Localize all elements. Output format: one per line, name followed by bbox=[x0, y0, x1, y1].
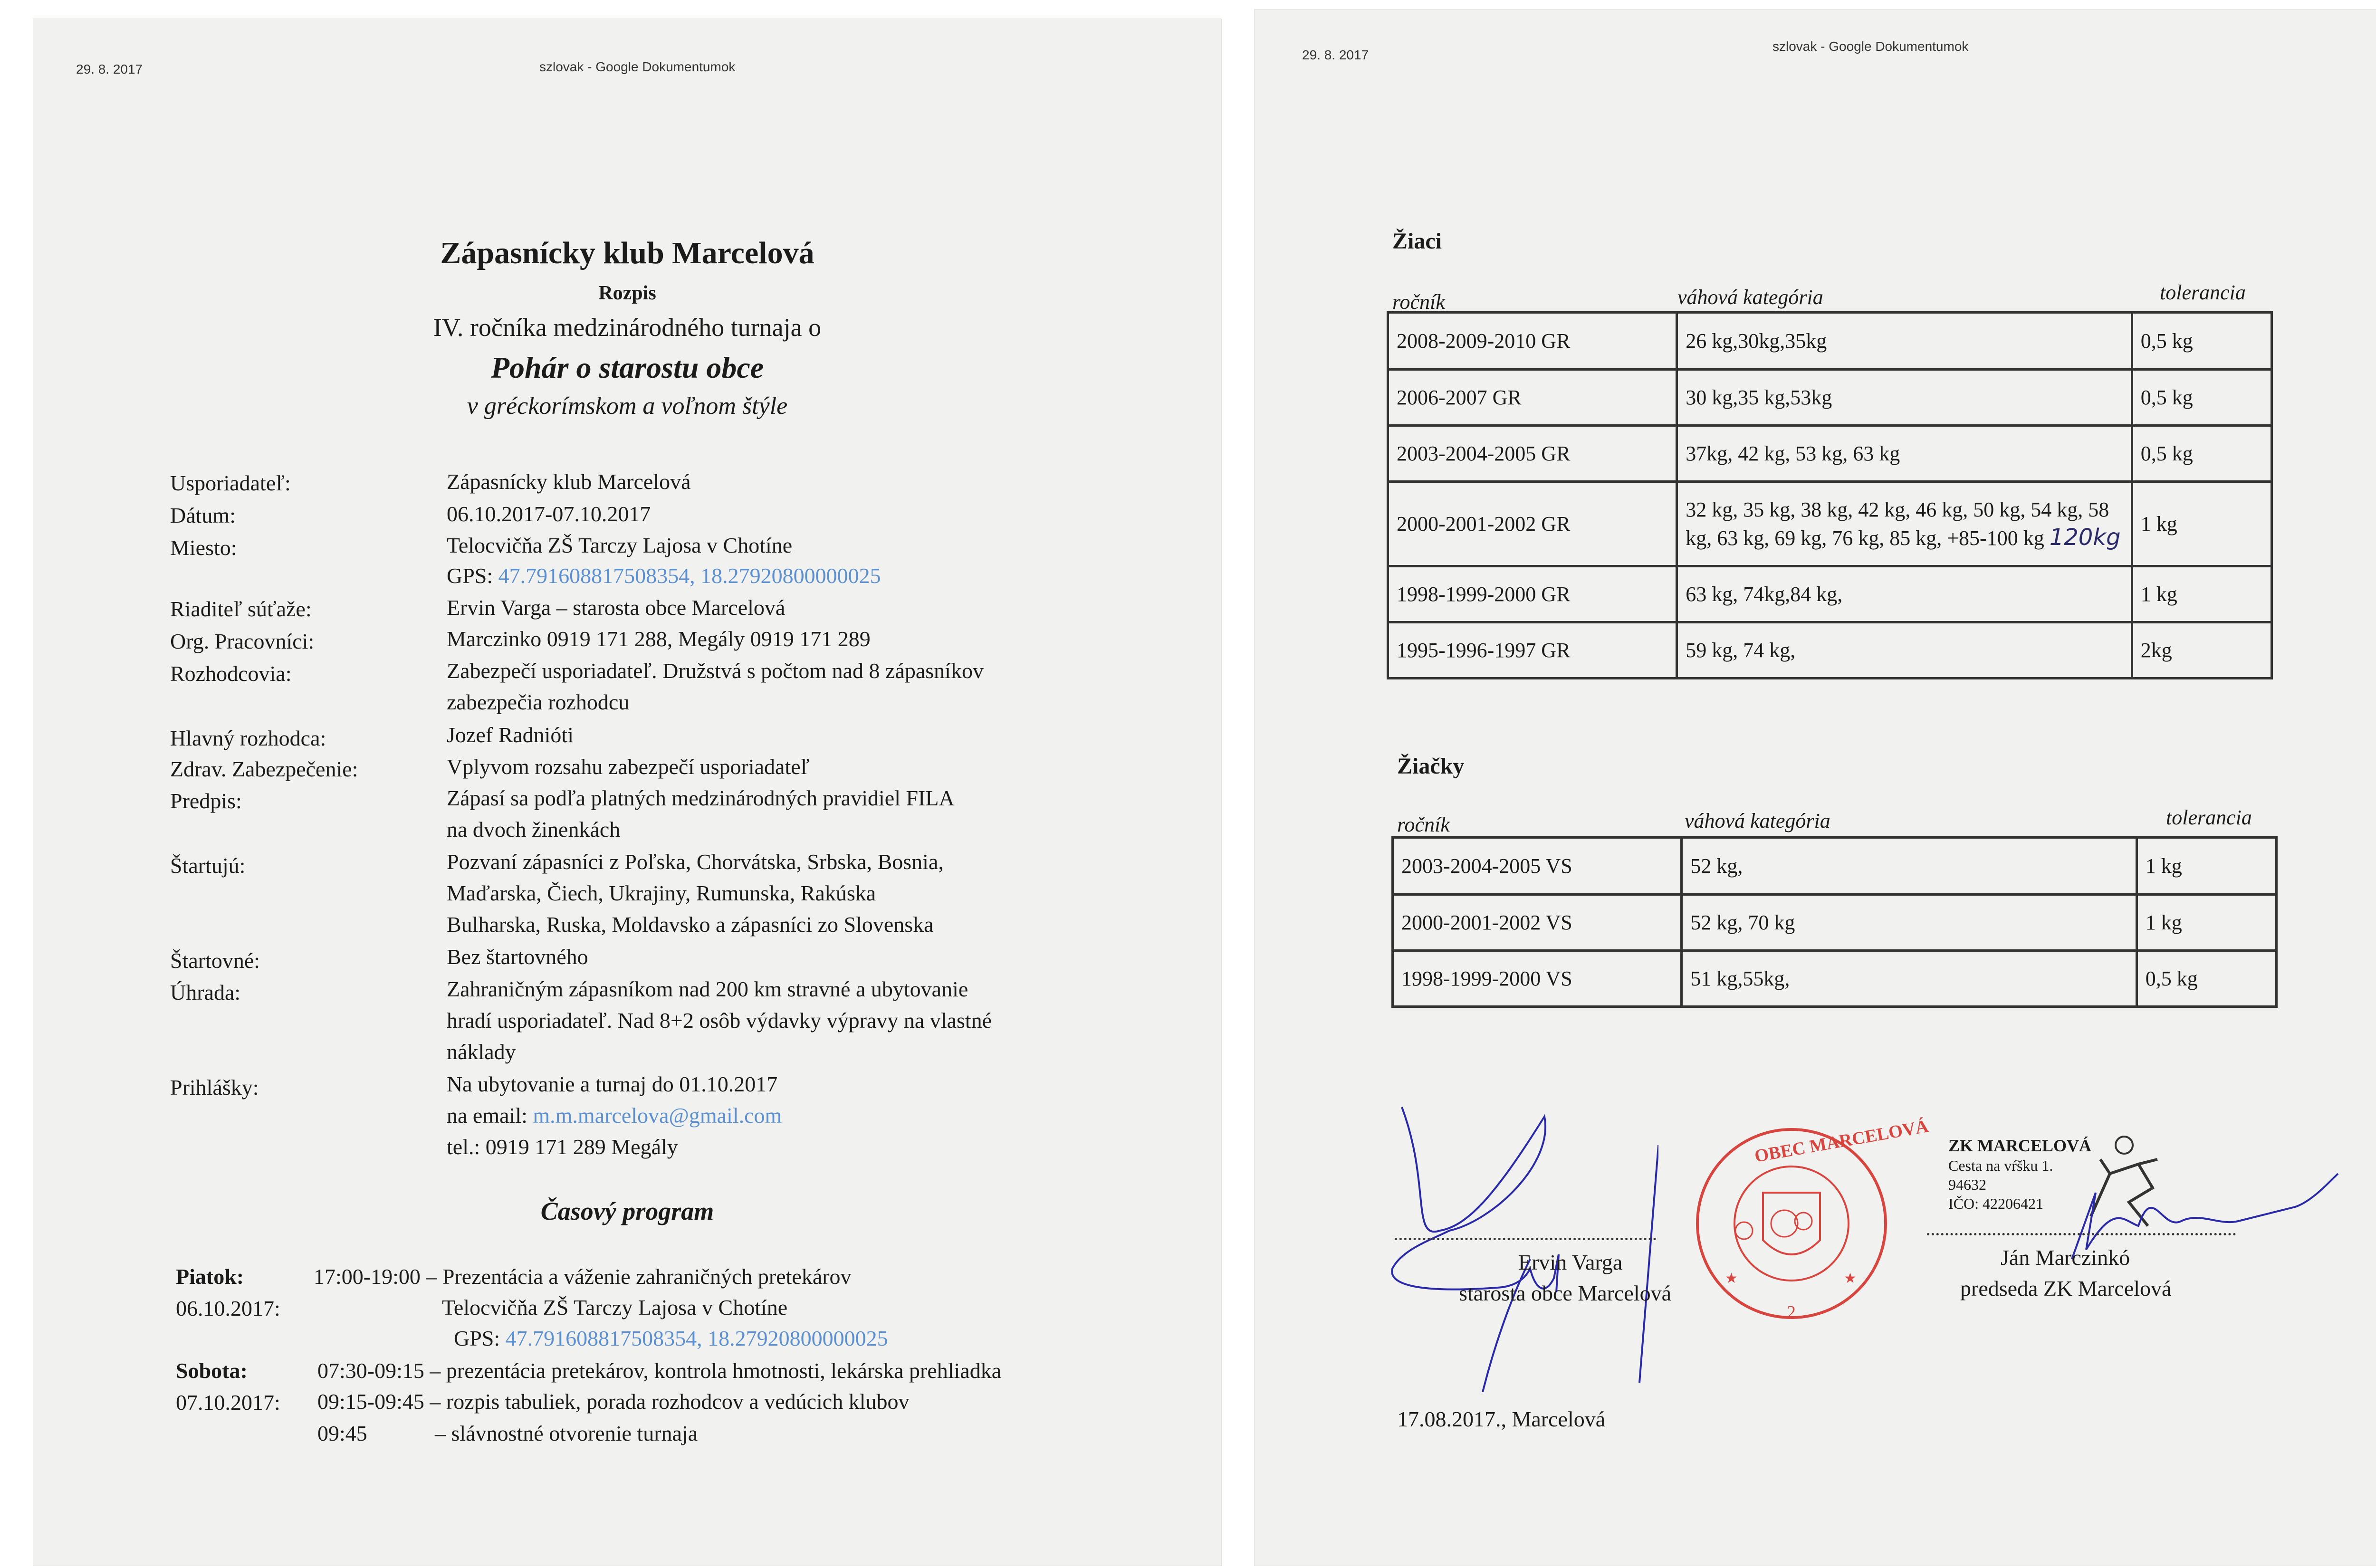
signature-line bbox=[1927, 1233, 2236, 1235]
svg-text:★: ★ bbox=[1844, 1271, 1857, 1286]
cell-rocnik: 1998-1999-2000 GR bbox=[1388, 566, 1677, 622]
table-row bbox=[1393, 838, 2277, 895]
cell-vaha: 63 kg, 74kg,84 kg, bbox=[1677, 566, 2132, 622]
cell-tolerancia: 1 kg bbox=[2132, 566, 2271, 622]
gps-prefix: GPS: bbox=[454, 1326, 506, 1350]
cell-tolerancia: 2kg bbox=[2132, 622, 2271, 679]
cell-rocnik: 2003-2004-2005 VS bbox=[1393, 838, 1682, 895]
info-value: Zápasí sa podľa platných medzinárodných pravidiel FILA bbox=[447, 786, 955, 810]
table-row bbox=[1388, 566, 2272, 622]
cell-rocnik: 1995-1996-1997 GR bbox=[1388, 622, 1677, 679]
cell-vaha: 30 kg,35 kg,53kg bbox=[1677, 370, 2132, 426]
cell-vaha: 51 kg,55kg, bbox=[1682, 951, 2136, 1007]
footer-date-place: 17.08.2017., Marcelová bbox=[1397, 1407, 1606, 1431]
cell-rocnik: 2003-2004-2005 GR bbox=[1388, 426, 1677, 482]
info-value: Zahraničným zápasníkom nad 200 km stravné a ubytovanie bbox=[447, 977, 968, 1001]
header-title: szlovak - Google Dokumentumok bbox=[1772, 39, 1969, 54]
table-row bbox=[1393, 951, 2277, 1007]
cell-rocnik: 2006-2007 GR bbox=[1388, 370, 1677, 426]
cell-vaha: 32 kg, 35 kg, 38 kg, 42 kg, 46 kg, 50 kg, 54 kg, 58 kg, 63 kg, 69 kg, 76 kg, 85 kg, +85-100 kg bbox=[1686, 497, 2109, 550]
info-value: Ervin Varga – starosta obce Marcelová bbox=[447, 595, 786, 620]
table-row bbox=[1388, 370, 2272, 426]
info-value: tel.: 0919 171 289 Megály bbox=[447, 1135, 678, 1159]
program-gps bbox=[454, 1326, 888, 1351]
program-time: 09:45 bbox=[317, 1421, 367, 1445]
info-label: Úhrada: bbox=[170, 980, 241, 1004]
info-label: Riaditeľ súťaže: bbox=[170, 597, 312, 621]
gps-prefix: GPS: bbox=[447, 564, 498, 588]
info-label: Org. Pracovníci: bbox=[170, 629, 315, 653]
cell-tolerancia: 0,5 kg bbox=[2132, 370, 2271, 426]
program-title: Časový program bbox=[540, 1197, 714, 1225]
info-value: zabezpečia rozhodcu bbox=[447, 690, 630, 714]
header-title: szlovak - Google Dokumentumok bbox=[539, 59, 736, 74]
info-value: náklady bbox=[447, 1040, 516, 1064]
table-row bbox=[1393, 895, 2277, 951]
column-header-vaha: váhová kategória bbox=[1677, 286, 1823, 309]
program-day-date: 07.10.2017: bbox=[176, 1390, 280, 1415]
info-value: na dvoch žinenkách bbox=[447, 817, 621, 841]
info-value: Jozef Radnióti bbox=[447, 723, 574, 747]
signer-1-name: Ervin Varga bbox=[1518, 1250, 1623, 1274]
doc-title: Zápasnícky klub Marcelová bbox=[440, 236, 814, 270]
column-header-tolerancia: tolerancia bbox=[2160, 281, 2246, 304]
section-title-ziaci: Žiaci bbox=[1392, 229, 1442, 254]
column-header-rocnik: ročník bbox=[1392, 290, 1445, 314]
document-page-2 bbox=[1255, 10, 2376, 1566]
handwritten-weight: 120kg bbox=[2049, 524, 2121, 551]
program-item: Telocvičňa ZŠ Tarczy Lajosa v Chotíne bbox=[442, 1295, 788, 1319]
info-value: Zápasnícky klub Marcelová bbox=[447, 469, 691, 494]
cell-tolerancia: 0,5 kg bbox=[2136, 951, 2276, 1007]
program-item: 17:00-19:00 – Prezentácia a váženie zahraničných pretekárov bbox=[314, 1264, 852, 1289]
info-value: 06.10.2017-07.10.2017 bbox=[447, 502, 651, 526]
info-value: Na ubytovanie a turnaj do 01.10.2017 bbox=[447, 1072, 778, 1096]
cell-vaha: 52 kg, 70 kg bbox=[1682, 895, 2136, 951]
info-label: Zdrav. Zabezpečenie: bbox=[170, 757, 358, 781]
stamp-number: 2 bbox=[1787, 1302, 1796, 1322]
doc-subtitle: Rozpis bbox=[598, 282, 656, 304]
email-link[interactable]: m.m.marcelova@gmail.com bbox=[533, 1103, 782, 1128]
gps-link[interactable]: 47.791608817508354, 18.27920800000025 bbox=[498, 564, 881, 588]
column-header-rocnik: ročník bbox=[1397, 813, 1450, 836]
club-zip: 94632 bbox=[1948, 1176, 1986, 1193]
signer-1-role: starosta obce Marcelová bbox=[1459, 1281, 1672, 1305]
program-day-label: Sobota: bbox=[176, 1358, 248, 1383]
ziaci-table bbox=[1387, 311, 2273, 679]
cell-vaha: 26 kg,30kg,35kg bbox=[1677, 313, 2132, 370]
info-value: Maďarska, Čiech, Ukrajiny, Rumunska, Rakúska bbox=[447, 881, 876, 905]
cell-rocnik: 2000-2001-2002 GR bbox=[1388, 482, 1677, 566]
signer-2-name: Ján Marczinkó bbox=[2001, 1245, 2130, 1270]
info-label: Štartovné: bbox=[170, 948, 260, 973]
email-prefix: na email: bbox=[447, 1103, 533, 1128]
doc-cup-title: Pohár o starostu obce bbox=[490, 351, 764, 384]
header-date: 29. 8. 2017 bbox=[76, 62, 143, 76]
info-value: Marczinko 0919 171 288, Megály 0919 171 289 bbox=[447, 627, 871, 651]
info-label: Prihlášky: bbox=[170, 1075, 259, 1100]
ziacky-table bbox=[1391, 836, 2278, 1008]
doc-style-line: v gréckorímskom a voľnom štýle bbox=[467, 392, 788, 420]
info-value: Vplyvom rozsahu zabezpečí usporiadateľ bbox=[447, 755, 810, 779]
club-ico: IČO: 42206421 bbox=[1948, 1195, 2043, 1212]
cell-tolerancia: 1 kg bbox=[2136, 838, 2276, 895]
signer-2-role: predseda ZK Marcelová bbox=[1960, 1276, 2172, 1300]
info-label: Predpis: bbox=[170, 789, 242, 813]
cell-vaha: 59 kg, 74 kg, bbox=[1677, 622, 2132, 679]
document-page-1 bbox=[33, 19, 1221, 1566]
column-header-vaha: váhová kategória bbox=[1685, 809, 1830, 832]
info-value: hradí usporiadateľ. Nad 8+2 osôb výdavky výpravy na vlastné bbox=[447, 1008, 992, 1033]
signature-line bbox=[1395, 1238, 1656, 1240]
info-label: Miesto: bbox=[170, 535, 237, 560]
cell-vaha: 37kg, 42 kg, 53 kg, 63 kg bbox=[1677, 426, 2132, 482]
cell-rocnik: 2008-2009-2010 GR bbox=[1388, 313, 1677, 370]
program-item: – slávnostné otvorenie turnaja bbox=[435, 1421, 698, 1445]
cell-vaha: 52 kg, bbox=[1682, 838, 2136, 895]
program-item: 09:15-09:45 – rozpis tabuliek, porada rozhodcov a vedúcich klubov bbox=[317, 1389, 910, 1414]
header-date: 29. 8. 2017 bbox=[1302, 48, 1369, 62]
table-row bbox=[1388, 482, 2272, 566]
table-row bbox=[1388, 622, 2272, 679]
gps-link[interactable]: 47.791608817508354, 18.27920800000025 bbox=[505, 1326, 888, 1350]
info-label: Usporiadateľ: bbox=[170, 471, 291, 495]
info-value: Pozvaní zápasníci z Poľska, Chorvátska, Srbska, Bosnia, bbox=[447, 850, 944, 874]
cell-tolerancia: 0,5 kg bbox=[2132, 313, 2271, 370]
program-item: 07:30-09:15 – prezentácia pretekárov, kontrola hmotnosti, lekárska prehliadka bbox=[317, 1358, 1002, 1383]
stamp-text: OBEC MARCELOVÁ bbox=[1753, 1116, 1930, 1166]
cell-rocnik: 1998-1999-2000 VS bbox=[1393, 951, 1682, 1007]
club-name: ZK MARCELOVÁ bbox=[1948, 1136, 2092, 1155]
signature-varga-icon bbox=[1373, 1088, 1658, 1392]
email-line bbox=[447, 1100, 782, 1132]
cell-tolerancia: 1 kg bbox=[2132, 482, 2271, 566]
program-day-label: Piatok: bbox=[176, 1264, 244, 1289]
info-value: Bulharska, Ruska, Moldavsko a zápasníci zo Slovenska bbox=[447, 912, 934, 937]
cell-vaha-multi bbox=[1677, 482, 2132, 566]
section-title-ziacky: Žiačky bbox=[1397, 754, 1465, 779]
info-label: Hlavný rozhodca: bbox=[170, 726, 326, 750]
column-header-tolerancia: tolerancia bbox=[2166, 806, 2252, 829]
info-value: Bez štartovného bbox=[447, 945, 588, 969]
info-label: Rozhodcovia: bbox=[170, 661, 292, 686]
info-label: Štartujú: bbox=[170, 853, 246, 878]
doc-line-3: IV. ročníka medzinárodného turnaja o bbox=[433, 313, 822, 342]
info-label: Dátum: bbox=[170, 503, 236, 527]
cell-tolerancia: 0,5 kg bbox=[2132, 426, 2271, 482]
cell-rocnik: 2000-2001-2002 VS bbox=[1393, 895, 1682, 951]
table-row bbox=[1388, 426, 2272, 482]
table-row bbox=[1388, 313, 2272, 370]
gps-line bbox=[447, 560, 881, 592]
club-address: Cesta na vŕšku 1. bbox=[1948, 1157, 2053, 1174]
cell-tolerancia: 1 kg bbox=[2136, 895, 2276, 951]
svg-text:★: ★ bbox=[1725, 1271, 1738, 1286]
program-day-date: 06.10.2017: bbox=[176, 1296, 280, 1320]
info-value: Zabezpečí usporiadateľ. Družstvá s počtom nad 8 zápasníkov bbox=[447, 659, 984, 683]
info-value: Telocvičňa ZŠ Tarczy Lajosa v Chotíne bbox=[447, 533, 793, 557]
